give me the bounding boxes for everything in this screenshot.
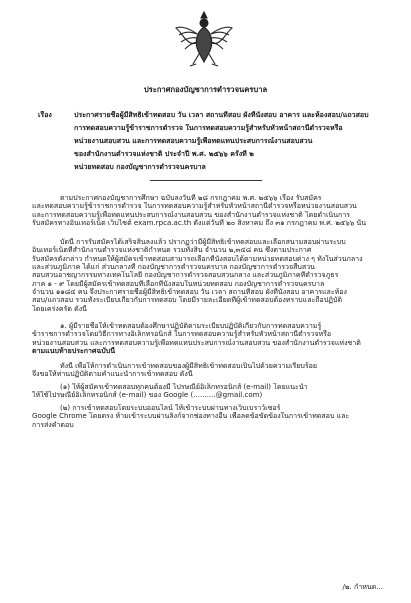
paragraph-line: รับสมัครดังกล่าว กำหนดให้ผู้สมัครเข้าทดสอบสามารถเลือกที่นั่งสอบได้ตามหน่วยทดสอบต่าง ๆ ทั้งในส่วนกลาง — [32, 254, 363, 263]
paragraph-line: (๒) การเข้าทดสอบโดยระบบออนไลน์ ให้เข้าระบบผ่านทางเว็บเบราว์เซอร์ — [60, 404, 281, 412]
paragraph-line: โดยเคร่งครัด ดังนี้ — [32, 304, 87, 313]
paragraph-line: และการทดสอบความรู้เพื่อทดแทนประสบการณ์งานสอบสวน ของสำนักงานตำรวจแห่งชาติ โดยดำเนินการ — [32, 210, 351, 219]
subject-line-2: การทดสอบความรู้ข้าราชการตำรวจ ในการทดสอบความรู้สำหรับหัวหน้าสถานีตำรวจหรือ — [74, 124, 343, 132]
paragraph-line: ทั้งนี้ เพื่อให้การดำเนินการเข้าทดสอบของผู้มีสิทธิเข้าทดสอบเป็นไปด้วยความเรียบร้อย — [60, 362, 318, 370]
page-continuation: /๒. กำหนด... — [342, 582, 383, 591]
divider — [150, 180, 262, 181]
paragraph-line: การส่งคำตอบ — [32, 420, 74, 429]
paragraph-line: ให้ใช้ไปรษณีย์อิเล็กทรอนิกส์ (e-mail) ของ Google (..........@gmail.com) — [32, 391, 263, 400]
item-1-regulations — [32, 322, 384, 355]
subject-line-1: ประกาศรายชื่อผู้มีสิทธิเข้าทดสอบ วัน เวลา สถานที่สอบ ผังที่นั่งสอบ อาคาร และห้องสอบ/แถวสอบ — [74, 111, 369, 119]
paragraph-line: ๑. ผู้มีรายชื่อให้เข้าทดสอบต้องศึกษาปฏิบัติตามระเบียบปฏิบัติเกี่ยวกับการทดสอบความรู้ — [60, 322, 322, 330]
paragraph-line: ข้าราชการตำรวจโดยวิธีการทางอิเล็กทรอนิกส์ ในการทดสอบความรู้สำหรับหัวหน้าสถานีตำรวจหรือ — [32, 330, 332, 339]
paragraph-line: จึงขอให้ท่านปฏิบัติตามคำแนะนำการเข้าทดสอบ ดังนี้ — [32, 370, 193, 379]
paragraph-announcement-reference — [32, 194, 384, 227]
item-1-b-browser — [32, 404, 384, 429]
paragraph-line: และทดสอบความรู้ข้าราชการตำรวจ ในการทดสอบความรู้สำหรับหัวหน้าสถานีตำรวจหรือหน่วยงานสอบสวน — [32, 202, 357, 211]
paragraph-line: และส่วนภูมิภาค ได้แก่ ส่วนกลางที่ กองบัญชาการตำรวจนครบาล กองบัญชาการตำรวจสืบสวน — [32, 263, 315, 272]
subject-line-3: หน่วยงานสอบสวน และการทดสอบความรู้เพื่อทดแทนประสบการณ์งานสอบสวน — [74, 137, 313, 145]
page-title: ประกาศกองบัญชาการตำรวจนครบาล — [143, 86, 268, 94]
paragraph-line: Google Chrome โดยตรง ห้ามเข้าระบบผ่านลิงก์จากช่องทางอื่น เพื่อลดข้อขัดข้องในการเข้าทดสอบ และ — [32, 412, 350, 421]
garuda-emblem-icon — [173, 8, 235, 68]
paragraph-line: บัดนี้ การรับสมัครได้เสร็จสิ้นลงแล้ว ปรากฏว่ามีผู้มีสิทธิเข้าทดสอบและเลือกสนามสอบผ่านระบบ — [60, 238, 346, 246]
paragraph-line: ตามแนบท้ายประกาศฉบับนี้ — [32, 347, 116, 356]
paragraph-line: สอบสวนอาชญากรรมทางเทคโนโลยี กองบัญชาการตำรวจสอบสวนกลาง และส่วนภูมิภาคที่ตำรวจภูธร — [32, 271, 339, 280]
item-1-a-email — [32, 383, 384, 400]
paragraph-line: ตามประกาศกองบัญชาการศึกษา ฉบับลงวันที่ ๒๘ กรกฎาคม พ.ศ. ๒๕๖๖ เรื่อง รับสมัคร — [60, 194, 322, 202]
paragraph-line: (๑) ให้ผู้สมัครเข้าทดสอบทุกคนต้องมี ไปรษณีย์อิเล็กทรอนิกส์ (e-mail) โดยแนะนำ — [60, 383, 308, 391]
paragraph-line: หน่วยงานสอบสวน และการทดสอบความรู้เพื่อทดแทนประสบการณ์งานสอบสวน ของสำนักงานตำรวจแห่งชาติ — [32, 338, 361, 347]
paragraph-line: รับสมัครทางอินเทอร์เน็ต เว็บไซต์ exam.rpca.ac.th ตั้งแต่วันที่ ๒๐ สิงหาคม ถึง ๓๑ กรกฎาคม พ.ศ. ๒๕๖๖ นั้น — [32, 219, 367, 228]
item-1-instructions — [32, 362, 384, 379]
paragraph-applicant-summary — [32, 238, 384, 313]
subject-line-5: หน่วยทดสอบ กองบัญชาการตำรวจนครบาล — [74, 163, 206, 171]
paragraph-line: อินเทอร์เน็ตที่สำนักงานตำรวจแห่งชาติกำหนด รวมทั้งสิ้น จำนวน ๒,๓๔๘ คน ซึ่งตามประกาศ — [32, 246, 312, 255]
paragraph-line: จำนวน ๑๑๘๔ คน จึงประกาศรายชื่อผู้มีสิทธิเข้าทดสอบ วัน เวลา สถานที่สอบ ผังที่นั่งสอบ อาคารและห้อง — [32, 288, 347, 297]
paragraph-line: สอบ/แถวสอบ รวมทั้งระเบียบเกี่ยวกับการทดสอบ โดยมีรายละเอียดที่ผู้เข้าทดสอบต้องทราบและถือปฏิบัติ — [32, 296, 343, 305]
subject-line-4: ของสำนักงานตำรวจแห่งชาติ ประจำปี พ.ศ. ๒๕๖๖ ครั้งที่ ๒ — [74, 150, 254, 158]
subject-label: เรื่อง — [38, 111, 52, 119]
paragraph-line: ภาค ๑ - ๙ โดยมีผู้สมัครเข้าทดสอบที่เลือกที่นั่งสอบในหน่วยทดสอบ กองบัญชาการตำรวจนครบาล — [32, 279, 325, 288]
